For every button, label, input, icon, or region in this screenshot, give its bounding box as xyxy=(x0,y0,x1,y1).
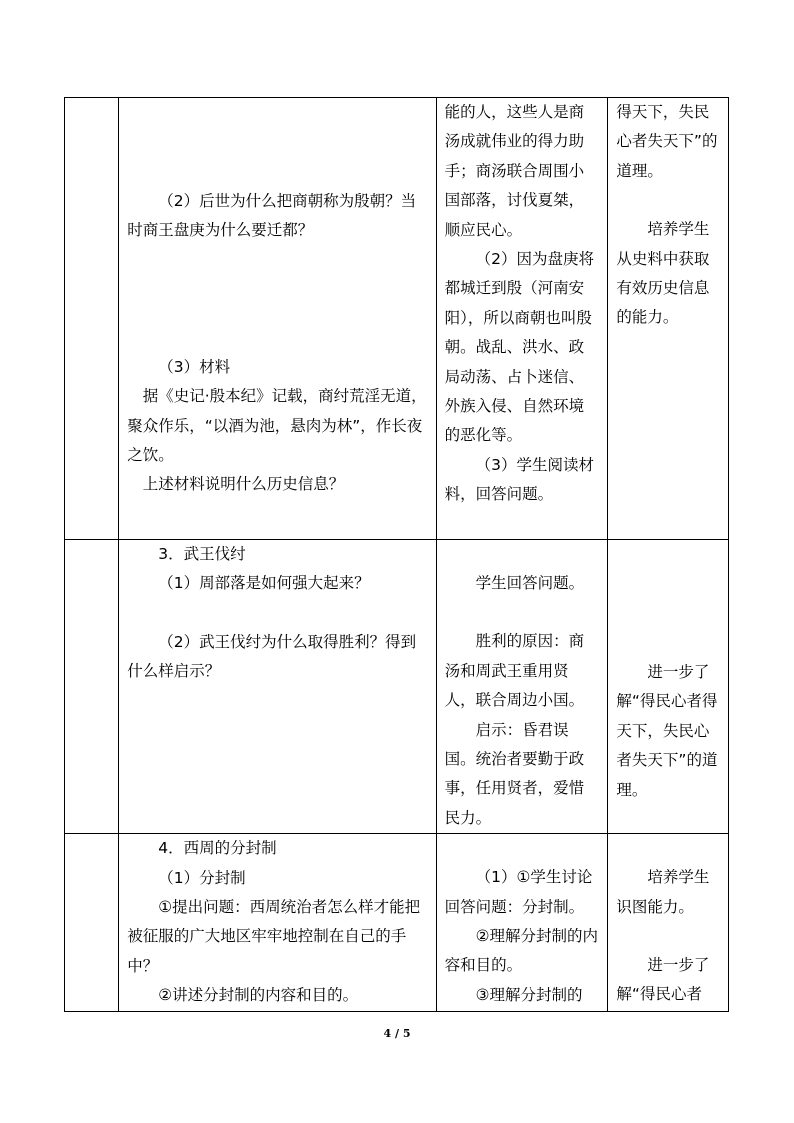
subsection-fengjian: （1）分封制 xyxy=(158,868,246,887)
material-text: 据《史记·殷本纪》记载，商纣荒淫无道，聚众作乐，“以酒为池，悬肉为林”，作长夜之饮。 xyxy=(127,387,427,465)
teacher-activity-cell xyxy=(119,540,436,834)
student-activity-cell xyxy=(436,98,608,540)
intent-map-reading: 培养学生识图能力。 xyxy=(616,868,710,916)
teacher-activity-cell xyxy=(119,98,436,540)
student-activity-cell xyxy=(436,834,608,1011)
section-title-fengjian: 4．西周的分封制 xyxy=(158,839,277,858)
blank-cell xyxy=(65,540,119,834)
answer-zhou-rise: 学生回答问题。 xyxy=(475,574,585,592)
answer-material: （3）学生阅读材料，回答问题。 xyxy=(444,455,595,504)
design-intent-cell xyxy=(608,540,729,834)
section-title-wuwang: 3．武王伐纣 xyxy=(158,545,246,563)
blank-cell xyxy=(65,834,119,1011)
question-wuwang-victory: （2）武王伐纣为什么取得胜利？得到什么样启示？ xyxy=(127,632,417,681)
item-raise-question: ①提出问题：西周统治者怎么样才能把被征服的广大地区牢牢地控制在自己的手中？ xyxy=(127,898,421,975)
student-activity-cell xyxy=(436,540,608,834)
answer-yin-dynasty: （2）因为盘庚将都城迁到殷（河南安阳），所以商朝也叫殷朝。战乱、洪水、政局动荡、占卜迷信、外族入侵、自然环境的恶化等。 xyxy=(444,250,595,445)
page-number: 4 / 5 xyxy=(383,1027,411,1040)
design-intent-cell xyxy=(608,98,729,540)
material-question: 上述材料说明什么历史信息？ xyxy=(142,475,345,494)
intent-sources: 培养学生从史料中获取有效历史信息的能力。 xyxy=(616,220,710,327)
teacher-activity-cell xyxy=(119,834,436,1011)
item-explain-fengjian: ②讲述分封制的内容和目的。 xyxy=(158,986,359,1005)
answer-continued: 能的人，这些人是商汤成就伟业的得力助手；商汤联合周围小国部落，讨伐夏桀，顺应民心。 xyxy=(444,103,585,239)
lesson-plan-table xyxy=(64,97,729,1012)
blank-cell xyxy=(65,98,119,540)
intent-popular-support: 进一步了解“得民心者得天下，失民心者失天下”的道理。 xyxy=(616,663,718,799)
answer-discuss: （1）①学生讨论回答问题：分封制。 xyxy=(444,868,593,916)
intent-further: 进一步了解“得民心者 xyxy=(616,956,710,1004)
material-heading: （3）材料 xyxy=(158,357,231,376)
design-intent-cell xyxy=(608,834,729,1011)
answer-lesson: 启示：昏君误国。统治者要勤于政事，任用贤者，爱惜民力。 xyxy=(444,720,585,827)
table-row xyxy=(65,540,729,834)
table-row xyxy=(65,834,729,1011)
answer-victory-reason: 胜利的原因：商汤和周武王重用贤人，联合周边小国。 xyxy=(444,632,585,710)
table-row xyxy=(65,98,729,540)
answer-understand-cont: ③理解分封制的 xyxy=(475,985,583,1004)
question-yin-dynasty: （2）后世为什么把商朝称为殷朝？当时商王盘庚为什么要迁都？ xyxy=(127,192,417,240)
answer-understand: ②理解分封制的内容和目的。 xyxy=(444,927,599,975)
question-zhou-rise: （1）周部落是如何强大起来？ xyxy=(158,574,370,593)
intent-continued: 得天下，失民心者失天下”的道理。 xyxy=(616,103,718,180)
